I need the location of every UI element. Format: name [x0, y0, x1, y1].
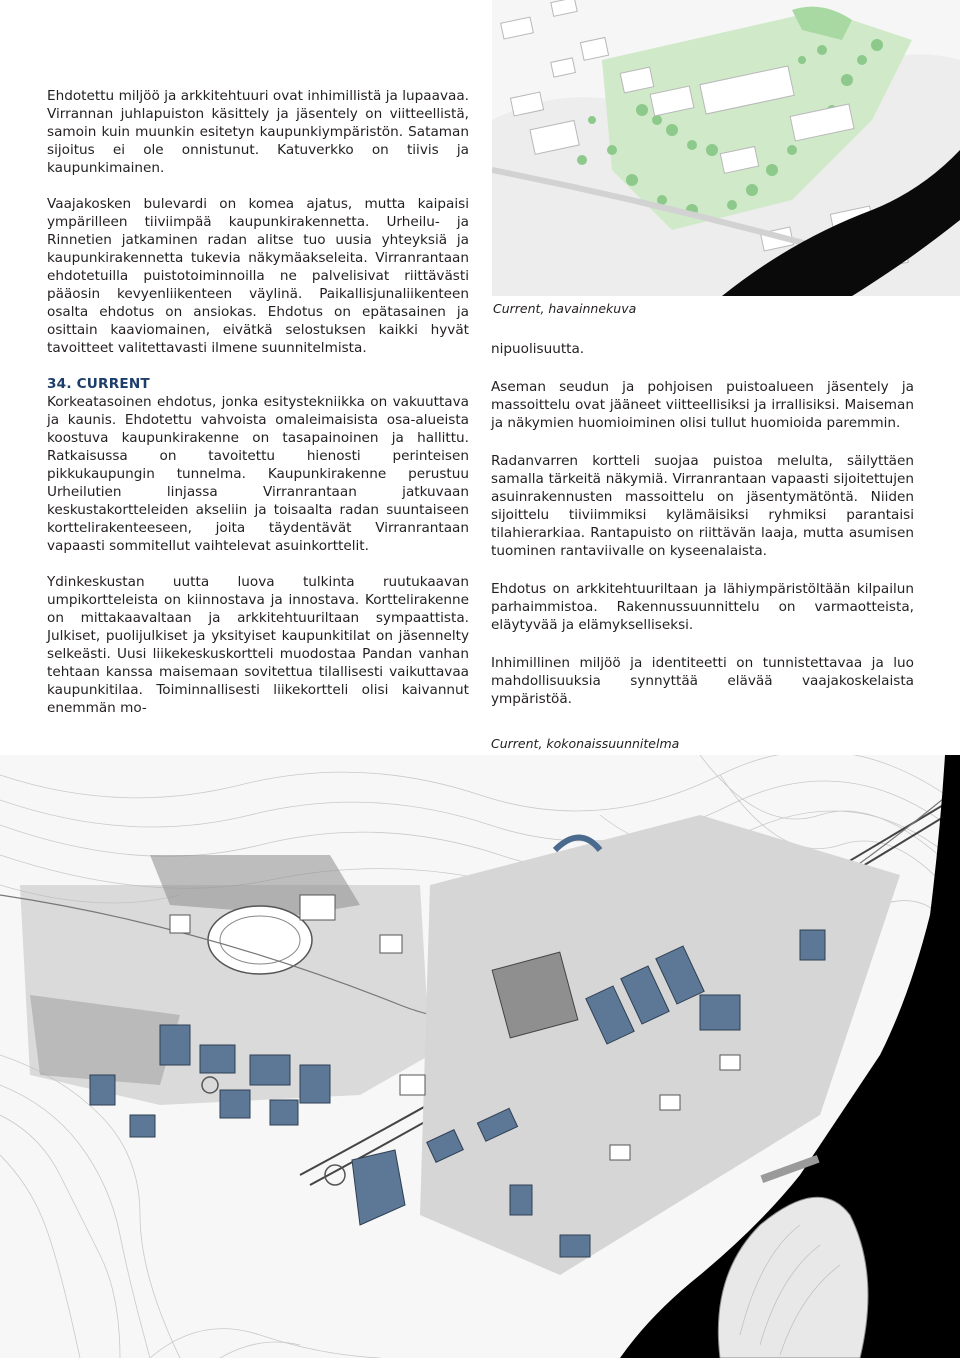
master-plan-drawing	[0, 755, 960, 1358]
paragraph: Ehdotettu miljöö ja arkkitehtuuri ovat inhimillistä ja lupaavaa. Virrannan juhlapuiston käsittely ja jäsentely on viitteellistä, samoin kuin muunkin esitetyn kaupunkiympäristön. Sataman sijoitus ei ole onnistunut. Katuverkko on tiivis ja kaupunkimainen.	[47, 88, 469, 176]
paragraph: Radanvarren kortteli suojaa puistoa melulta, säilyttäen samalla tärkeitä näkymiä. Virranrantaan vapaasti sijoitettujen asuinrakennusten massoittelu on jäsentymätöntä. Niiden sijoittelu tiiviimmiksi kylämäisiksi ryhmiksi parantaisi tilahierarkiaa. Rantapuisto on riittävän laaja, mutta asumisen tuominen rantaviivalle on kyseenalaista.	[491, 453, 914, 559]
paragraph: Aseman seudun ja pohjoisen puistoalueen jäsentely ja massoittelu ovat jääneet viitteellisiksi ja irrallisiksi. Maiseman ja näkymien huomioiminen olisi tullut huomioida paremmin.	[491, 379, 914, 431]
paragraph: Vaajakosken bulevardi on komea ajatus, mutta kaipaisi ympärilleen tiiviimpää kaupunkirakennetta. Urheilu- ja Rinnetien jatkaminen radan alitse tuo uusia yhteyksiä ja kaupunkirakennetta tukevia näkymäakseleita. Virranrantaan ehdotetuilla puistotoiminnoilla ne palvelisivat riittävästi pääosin kevyenliikenteen väylinä. Paikallisjunaliikenteen osalta ehdotus on ansiokas. Ehdotus on epätasainen ja osittain kaaviomainen, eivätkä selostuksen kaikki hyvät tavoitteet valitettavasti ilmene suunnitelmista.	[47, 196, 469, 356]
paragraph: Inhimillinen miljöö ja identiteetti on tunnistettavaa ja luo mahdollisuuksia synnyttää elävää vaajakoskelaista ympäristöä.	[491, 655, 914, 707]
left-text-column	[47, 87, 469, 717]
paragraph: nipuolisuutta.	[491, 341, 585, 357]
right-text-column	[491, 340, 914, 708]
section-heading: 34. CURRENT	[47, 376, 150, 392]
aerial-rendering	[492, 0, 960, 296]
plan-caption: Current, kokonaissuunnitelma	[491, 736, 680, 751]
paragraph: Korkeatasoinen ehdotus, jonka esitystekniikka on vakuuttava ja kaunis. Ehdotettu vahvoista omaleimaisista osa-alueista koostuva kaupunkirakenne on tasapainoinen ja hallittu. Ratkaisussa on tavoitettu hienosti perinteisen pikkukaupungin tunnelma. Kaupunkirakenne perustuu Urheilutien linjassa Virranrantaan jatkuvaan keskustakortteleiden akseliin ja toisaalta radan suuntaiseen korttelirakenteeseen, joita täydentävät Virranrantaan vapaasti sommitellut vaihtelevat asuinkorttelit.	[47, 394, 469, 554]
paragraph: Ehdotus on arkkitehtuuriltaan ja lähiympäristöltään kilpailun parhaimmistoa. Rakennussuunnittelu on varmaotteista, eläytyvää ja elämykselliseksi.	[491, 581, 914, 633]
aerial-caption: Current, havainnekuva	[493, 301, 637, 316]
paragraph: Ydinkeskustan uutta luova tulkinta ruutukaavan umpikortteleista on kiinnostava ja innostava. Korttelirakenne on mittakaavaltaan ja arkkitehtuuriltaan sympaattista. Julkiset, puolijulkiset ja yksityiset kaupunkitilat on jäsennelty selkeästi. Uusi liikekeskuskortteli muodostaa Pandan vanhan tehtaan kanssa maisemaan sovitettua tilallisesti vaikuttavaa kaupunkitilaa. Toiminnallisesti liikekortteli olisi kaivannut enemmän mo-	[47, 574, 469, 716]
